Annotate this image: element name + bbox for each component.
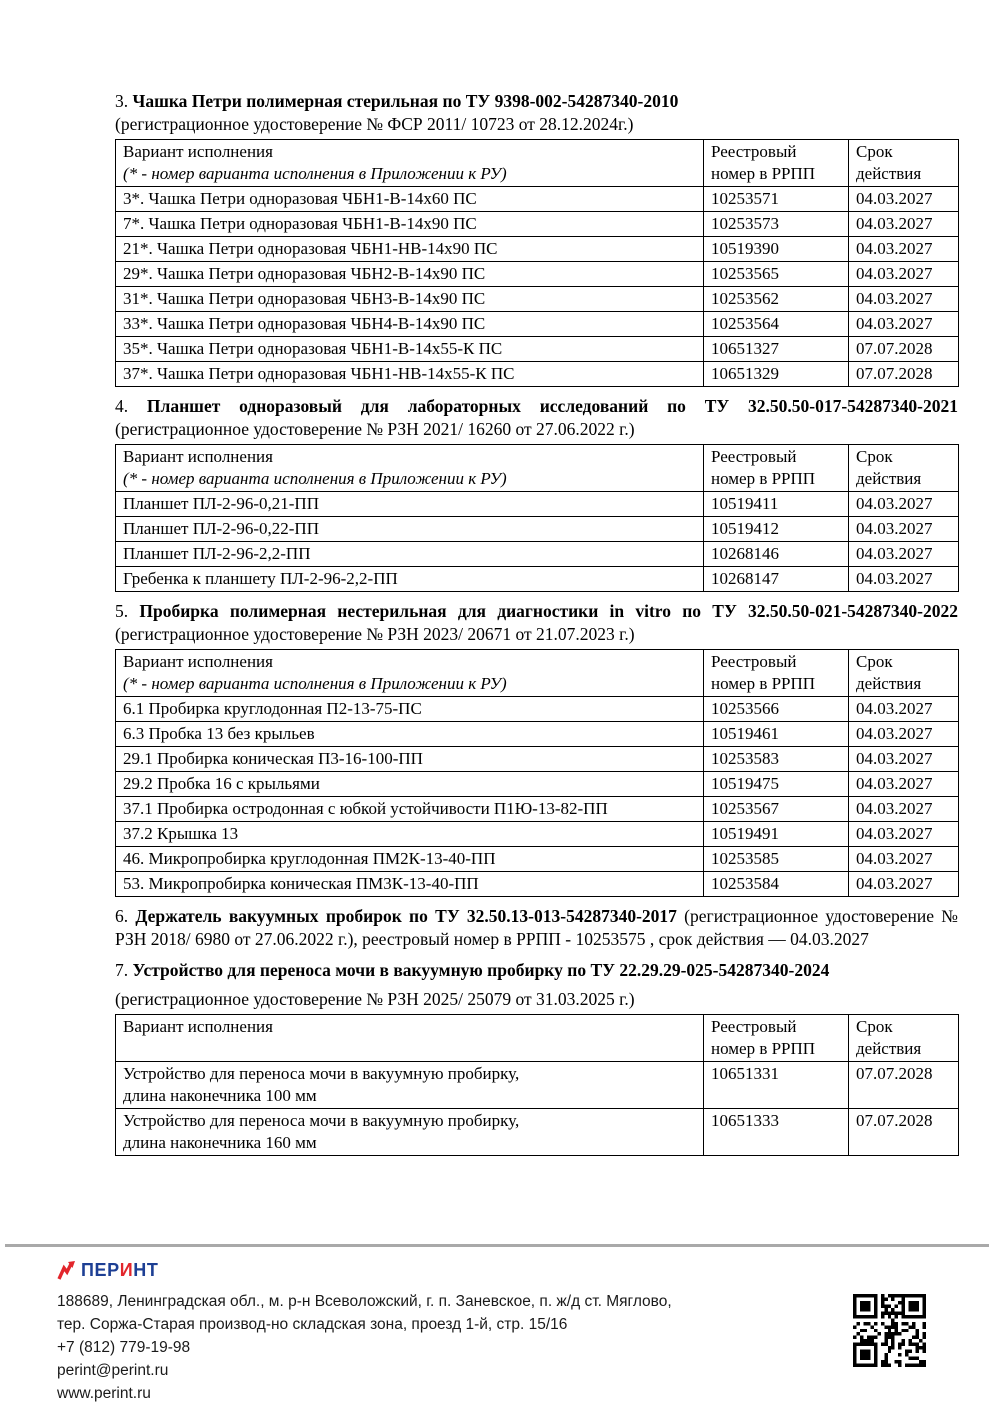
table-row	[116, 747, 959, 772]
table-row	[116, 542, 959, 567]
variant-header-cell	[116, 650, 704, 697]
products-table-plates	[115, 444, 959, 592]
section-number: 4.	[115, 396, 129, 416]
reg-number-cell: 10268147	[704, 567, 849, 592]
validity-cell: 04.03.2027	[849, 492, 959, 517]
reg-number-cell: 10519411	[704, 492, 849, 517]
variant-cell: 29.2 Пробка 16 с крыльями	[116, 772, 704, 797]
reg-number-cell: 10519491	[704, 822, 849, 847]
reg-number-cell: 10253562	[704, 287, 849, 312]
perint-logo	[56, 1260, 159, 1281]
reg-number-cell: 10253573	[704, 212, 849, 237]
section-title: Чашка Петри полимерная стерильная по ТУ 9398-002-54287340-2010	[132, 91, 679, 111]
validity-cell: 04.03.2027	[849, 237, 959, 262]
website-url: www.perint.ru	[57, 1385, 151, 1402]
validity-cell: 04.03.2027	[849, 567, 959, 592]
address-line-2: тер. Соржа-Старая производ-но складская зона, проезд 1-й, стр. 15/16	[57, 1316, 568, 1333]
section-4-heading	[115, 395, 958, 441]
section-number: 3.	[115, 91, 129, 111]
table-row	[116, 237, 959, 262]
variant-cell: Планшет ПЛ-2-96-0,21-ПП	[116, 492, 704, 517]
perint-logo-text	[81, 1260, 159, 1281]
validity-cell: 04.03.2027	[849, 697, 959, 722]
reg-number-cell: 10253564	[704, 312, 849, 337]
section-7-heading	[115, 959, 958, 982]
table-row	[116, 337, 959, 362]
perint-logo-icon	[56, 1260, 77, 1281]
variant-header-label: Вариант исполнения	[123, 652, 273, 671]
validity-cell: 07.07.2028	[849, 1062, 959, 1109]
section-registration: (регистрационное удостоверение № РЗН 2018/ 6980 от 27.06.2022 г.), реестровый номер в РРПП - 10253575 , срок действия — 04.03.2027	[115, 906, 958, 949]
variant-line: длина наконечника 160 мм	[123, 1133, 317, 1152]
variant-cell: 46. Микропробирка круглодонная ПМ2К-13-40-ПП	[116, 847, 704, 872]
address-line-1: 188689, Ленинградская обл., м. р-н Всеволожский, г. п. Заневское, п. ж/д ст. Мяглово,	[57, 1293, 672, 1310]
variant-cell: 37.1 Пробирка остродонная с юбкой устойчивости П1Ю-13-82-ПП	[116, 797, 704, 822]
validity-cell: 07.07.2028	[849, 362, 959, 387]
validity-header-cell: Срок действия	[849, 650, 959, 697]
reg-number-cell: 10519475	[704, 772, 849, 797]
section-plates	[115, 395, 958, 592]
table-row	[116, 212, 959, 237]
reg-number-cell: 10253566	[704, 697, 849, 722]
validity-cell: 07.07.2028	[849, 1109, 959, 1156]
section-title: Планшет одноразовый для лабораторных исследований по ТУ 32.50.50-017-54287340-2021	[146, 396, 958, 416]
email-address: perint@perint.ru	[57, 1362, 169, 1379]
footer-contact-block	[57, 1290, 757, 1405]
section-number: 7.	[115, 960, 129, 980]
validity-cell: 04.03.2027	[849, 542, 959, 567]
reg-number-cell: 10519412	[704, 517, 849, 542]
variant-cell: 6.1 Пробирка круглодонная П2-13-75-ПС	[116, 697, 704, 722]
section-5-heading	[115, 600, 958, 646]
table-row	[116, 312, 959, 337]
reg-number-cell: 10651331	[704, 1062, 849, 1109]
table-header-row	[116, 445, 959, 492]
reg-number-header-cell: Реестровый номер в РРПП	[704, 140, 849, 187]
reg-number-cell: 10651333	[704, 1109, 849, 1156]
variant-cell: 21*. Чашка Петри одноразовая ЧБН1-НВ-14х90 ПС	[116, 237, 704, 262]
section-tube-holder	[115, 905, 958, 951]
table-row	[116, 287, 959, 312]
section-3-heading	[115, 90, 958, 136]
variant-line: Устройство для переноса мочи в вакуумную пробирку,	[123, 1111, 520, 1130]
table-row	[116, 797, 959, 822]
reg-number-cell: 10519461	[704, 722, 849, 747]
variant-cell: Планшет ПЛ-2-96-2,2-ПП	[116, 542, 704, 567]
validity-cell: 04.03.2027	[849, 287, 959, 312]
variant-cell: 35*. Чашка Петри одноразовая ЧБН1-В-14х55-К ПС	[116, 337, 704, 362]
logo-text-part: ПЕР	[81, 1260, 120, 1280]
reg-number-cell: 10253585	[704, 847, 849, 872]
variant-header-note: (* - номер варианта исполнения в Приложении к РУ)	[123, 674, 507, 693]
table-header-row	[116, 1015, 959, 1062]
section-title: Держатель вакуумных пробирок по ТУ 32.50.13-013-54287340-2017	[135, 906, 677, 926]
reg-number-cell: 10651327	[704, 337, 849, 362]
validity-cell: 04.03.2027	[849, 262, 959, 287]
table-header-row	[116, 650, 959, 697]
table-body	[116, 1062, 959, 1156]
table-row	[116, 722, 959, 747]
section-registration: (регистрационное удостоверение № РЗН 2023/ 20671 от 21.07.2023 г.)	[115, 624, 635, 644]
table-row	[116, 1109, 959, 1156]
reg-number-header-cell: Реестровый номер в РРПП	[704, 650, 849, 697]
variant-cell: 3*. Чашка Петри одноразовая ЧБН1-В-14х60 ПС	[116, 187, 704, 212]
variant-header-cell	[116, 445, 704, 492]
variant-cell	[116, 1062, 704, 1109]
variant-line: длина наконечника 100 мм	[123, 1086, 317, 1105]
validity-cell: 04.03.2027	[849, 822, 959, 847]
validity-cell: 04.03.2027	[849, 312, 959, 337]
table-row	[116, 822, 959, 847]
validity-header-cell: Срок действия	[849, 445, 959, 492]
variant-line: Устройство для переноса мочи в вакуумную пробирку,	[123, 1064, 520, 1083]
reg-number-cell: 10268146	[704, 542, 849, 567]
section-registration: (регистрационное удостоверение № ФСР 2011/ 10723 от 28.12.2024г.)	[115, 114, 634, 134]
table-row	[116, 567, 959, 592]
section-title: Пробирка полимерная нестерильная для диагностики in vitro по ТУ 32.50.50-021-54287340-2022	[139, 601, 959, 621]
section-number: 6.	[115, 906, 129, 926]
variant-header-note: (* - номер варианта исполнения в Приложении к РУ)	[123, 164, 507, 183]
reg-number-cell: 10651329	[704, 362, 849, 387]
section-urine-transfer-device	[115, 959, 958, 1156]
reg-number-cell: 10253565	[704, 262, 849, 287]
table-body	[116, 187, 959, 387]
qr-code	[853, 1294, 926, 1367]
variant-cell: 53. Микропробирка коническая ПМ3К-13-40-ПП	[116, 872, 704, 897]
variant-cell: 29.1 Пробирка коническая П3-16-100-ПП	[116, 747, 704, 772]
table-row	[116, 187, 959, 212]
reg-number-header-cell: Реестровый номер в РРПП	[704, 445, 849, 492]
validity-cell: 04.03.2027	[849, 187, 959, 212]
variant-header-note: (* - номер варианта исполнения в Приложении к РУ)	[123, 469, 507, 488]
footer-separator	[5, 1244, 989, 1247]
section-6-paragraph	[115, 905, 958, 951]
validity-cell: 04.03.2027	[849, 772, 959, 797]
products-table-device	[115, 1014, 959, 1156]
table-header-row	[116, 140, 959, 187]
products-table-petri	[115, 139, 959, 387]
validity-cell: 04.03.2027	[849, 517, 959, 542]
reg-number-cell: 10519390	[704, 237, 849, 262]
variant-cell: 29*. Чашка Петри одноразовая ЧБН2-В-14х90 ПС	[116, 262, 704, 287]
table-body	[116, 697, 959, 897]
validity-header-cell: Срок действия	[849, 140, 959, 187]
table-row	[116, 492, 959, 517]
variant-header-cell: Вариант исполнения	[116, 1015, 704, 1062]
variant-cell: Планшет ПЛ-2-96-0,22-ПП	[116, 517, 704, 542]
section-petri-dishes	[115, 90, 958, 387]
reg-number-cell: 10253583	[704, 747, 849, 772]
section-registration: (регистрационное удостоверение № РЗН 2021/ 16260 от 27.06.2022 г.)	[115, 419, 635, 439]
variant-cell: 37*. Чашка Петри одноразовая ЧБН1-НВ-14х55-К ПС	[116, 362, 704, 387]
logo-text-part: НТ	[133, 1260, 159, 1280]
variant-header-label: Вариант исполнения	[123, 447, 273, 466]
phone-number: +7 (812) 779-19-98	[57, 1339, 191, 1356]
table-row	[116, 697, 959, 722]
table-row	[116, 772, 959, 797]
table-body	[116, 492, 959, 592]
section-title: Устройство для переноса мочи в вакуумную пробирку по ТУ 22.29.29-025-54287340-2024	[132, 960, 830, 980]
section-number: 5.	[115, 601, 129, 621]
reg-number-cell: 10253567	[704, 797, 849, 822]
table-row	[116, 872, 959, 897]
variant-cell: 6.3 Пробка 13 без крыльев	[116, 722, 704, 747]
table-row	[116, 362, 959, 387]
section-test-tubes	[115, 600, 958, 897]
section-7-registration: (регистрационное удостоверение № РЗН 2025/ 25079 от 31.03.2025 г.)	[115, 989, 635, 1009]
document-body	[115, 90, 958, 1156]
validity-cell: 04.03.2027	[849, 747, 959, 772]
validity-cell: 04.03.2027	[849, 872, 959, 897]
variant-cell: 7*. Чашка Петри одноразовая ЧБН1-В-14х90 ПС	[116, 212, 704, 237]
variant-cell: 31*. Чашка Петри одноразовая ЧБН3-В-14х90 ПС	[116, 287, 704, 312]
table-row	[116, 517, 959, 542]
reg-number-cell: 10253584	[704, 872, 849, 897]
products-table-tubes	[115, 649, 959, 897]
variant-header-cell	[116, 140, 704, 187]
variant-cell: 37.2 Крышка 13	[116, 822, 704, 847]
reg-number-header-cell: Реестровый номер в РРПП	[704, 1015, 849, 1062]
variant-cell: Гребенка к планшету ПЛ-2-96-2,2-ПП	[116, 567, 704, 592]
variant-cell: 33*. Чашка Петри одноразовая ЧБН4-В-14х90 ПС	[116, 312, 704, 337]
validity-cell: 04.03.2027	[849, 722, 959, 747]
validity-cell: 04.03.2027	[849, 797, 959, 822]
variant-header-label: Вариант исполнения	[123, 142, 273, 161]
logo-accent-letter: И	[119, 1260, 134, 1280]
table-row	[116, 1062, 959, 1109]
reg-number-cell: 10253571	[704, 187, 849, 212]
table-row	[116, 262, 959, 287]
variant-cell	[116, 1109, 704, 1156]
table-row	[116, 847, 959, 872]
validity-header-cell: Срок действия	[849, 1015, 959, 1062]
validity-cell: 04.03.2027	[849, 847, 959, 872]
validity-cell: 07.07.2028	[849, 337, 959, 362]
validity-cell: 04.03.2027	[849, 212, 959, 237]
